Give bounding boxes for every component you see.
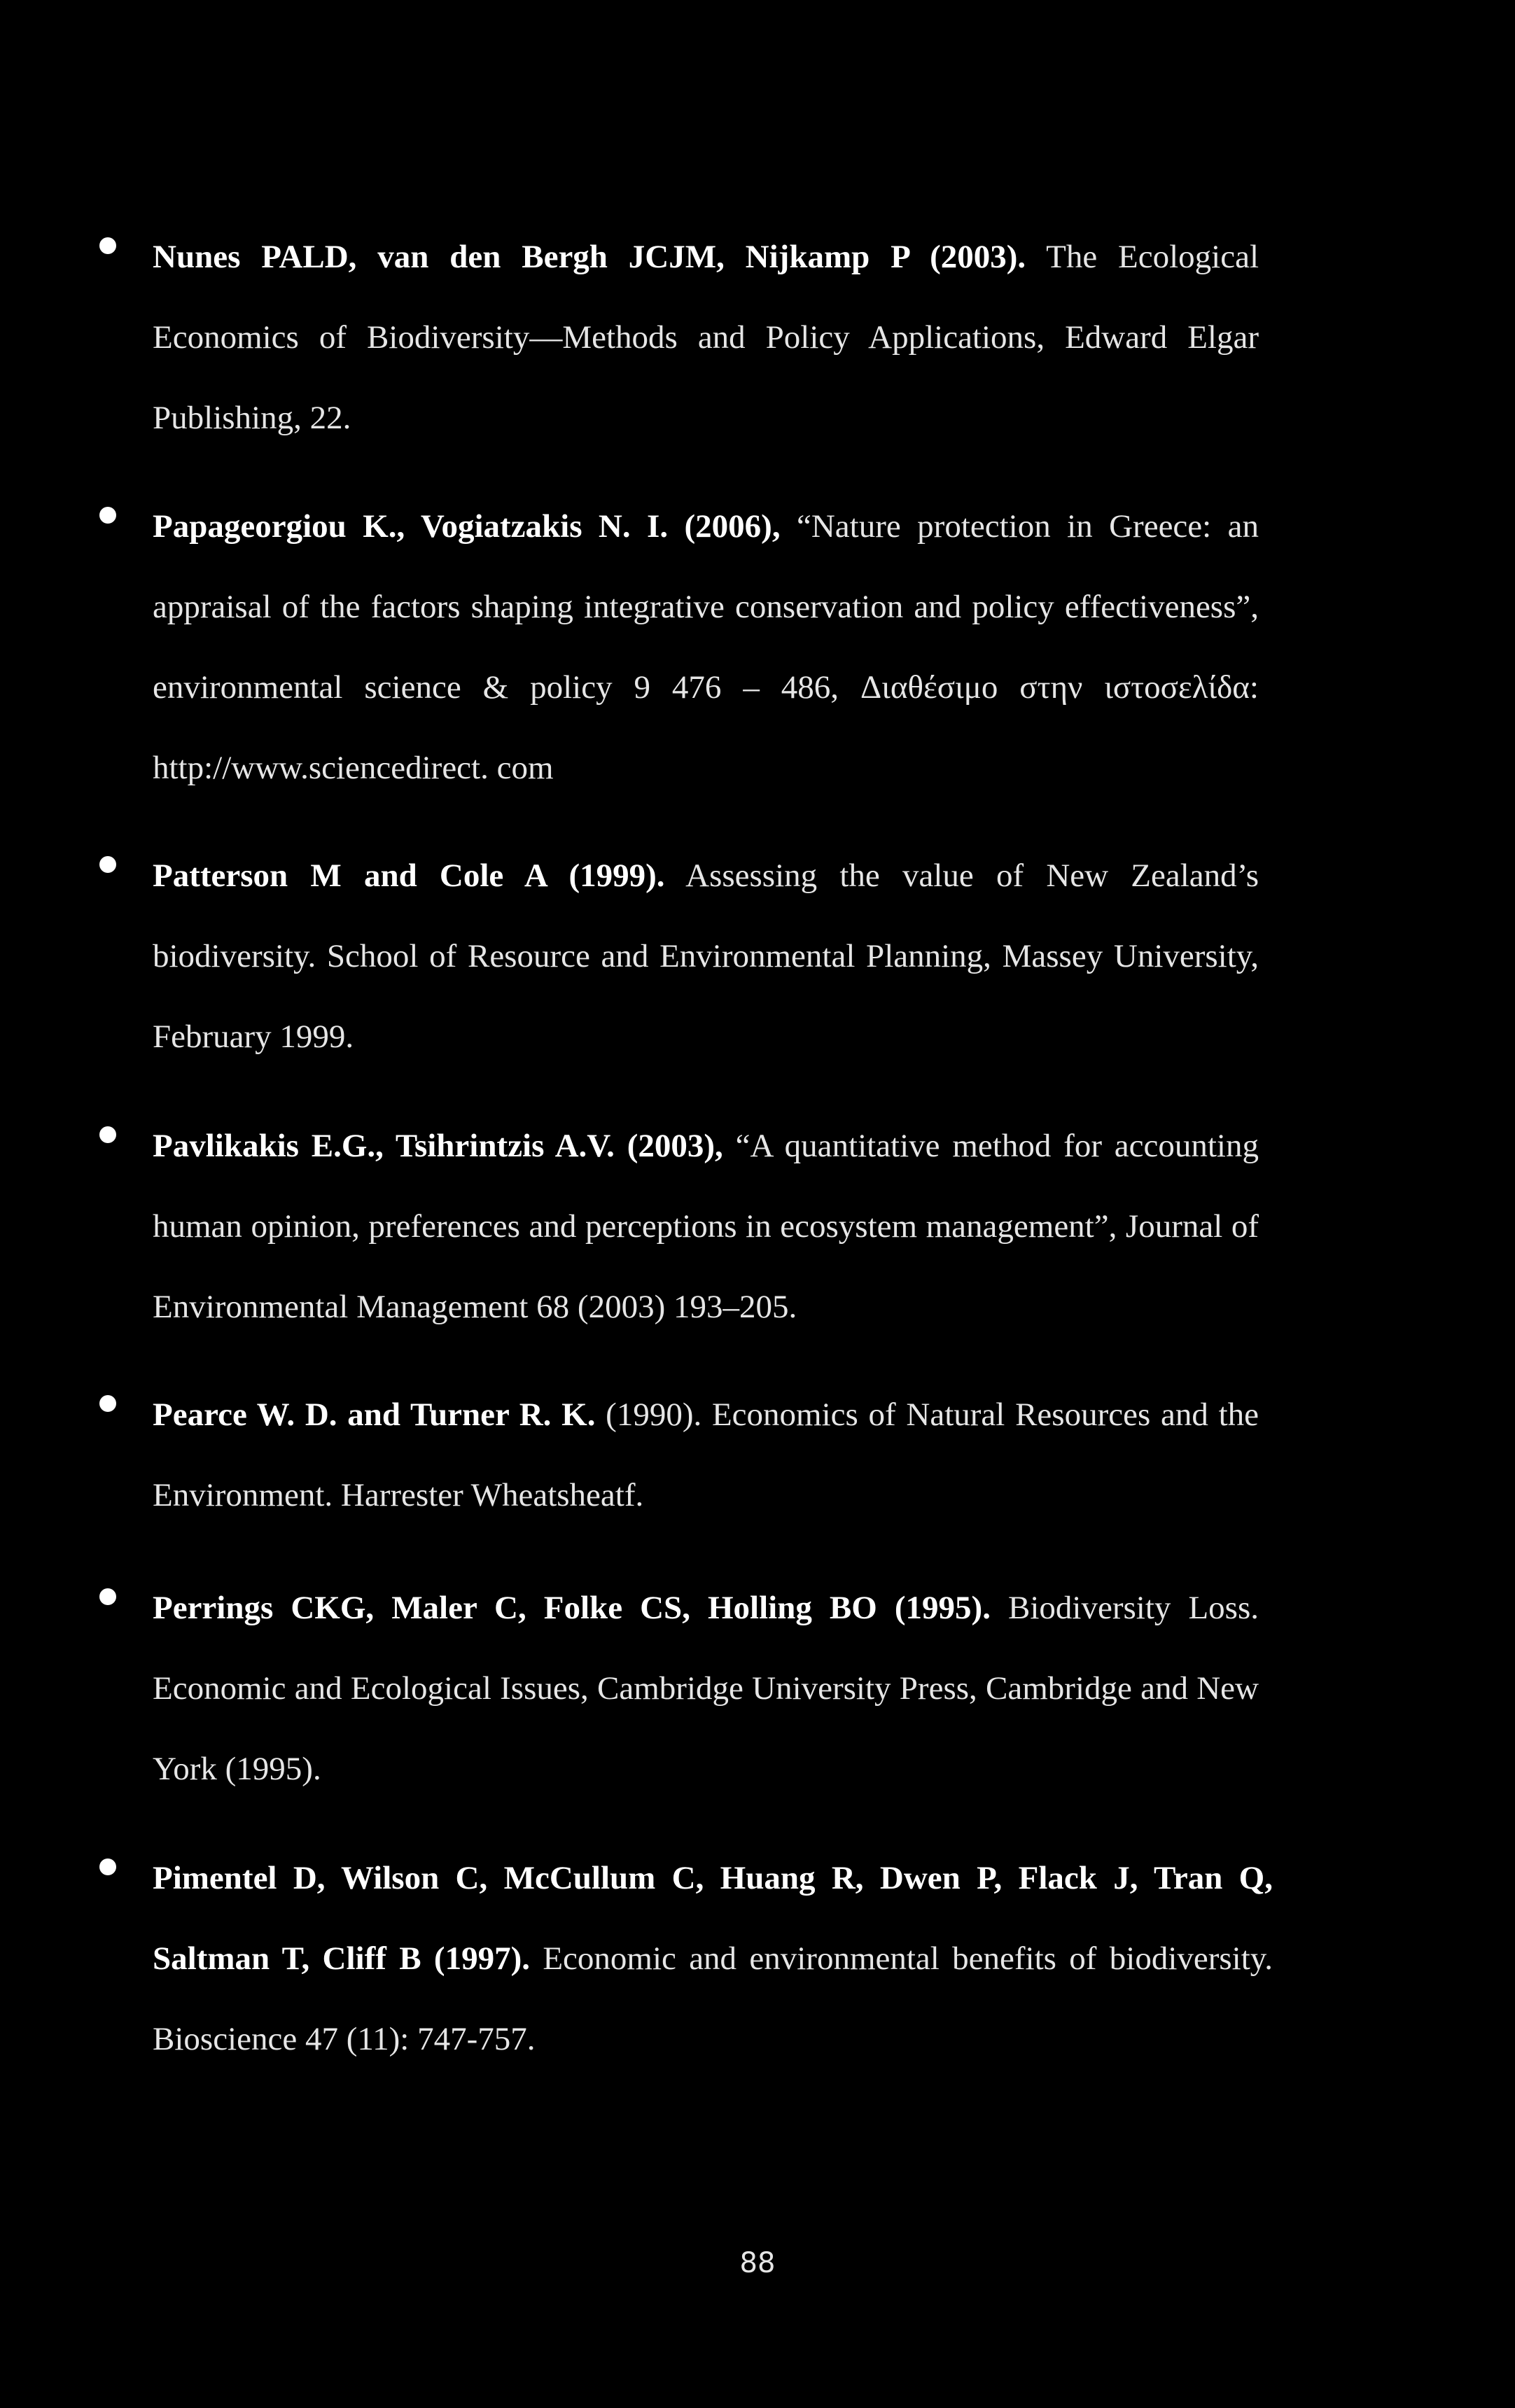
- bullet-icon: [99, 507, 116, 524]
- bullet-icon: [99, 1858, 116, 1875]
- page-number: 88: [739, 2247, 776, 2279]
- reference-details: Economic and environmental benefits of biodiversity. Bioscience 47 (11): 747-757.: [153, 1940, 1273, 2057]
- reference-details: “A quantitative method for accounting human opinion, preferences and perceptions in ecosystem management”, Journal of Environmental Management 68 (2003) 193–205.: [153, 1128, 1259, 1325]
- reference-authors: Pearce W. D. and Turner R. K.: [153, 1396, 596, 1433]
- reference-text: [153, 1375, 1259, 1536]
- bullet-icon: [99, 1395, 116, 1412]
- reference-authors: Papageorgiou K., Vogiatzakis N. I. (2006),: [153, 508, 781, 545]
- reference-details: (1990). Economics of Natural Resources and the Environment. Harrester Wheatsheatf.: [153, 1396, 1259, 1513]
- reference-text: [153, 217, 1259, 458]
- reference-text: [153, 1838, 1273, 2080]
- reference-details: Assessing the value of New Zealand’s biodiversity. School of Resource and Environmental Planning, Massey University, February 1999.: [153, 858, 1259, 1055]
- reference-authors: Pavlikakis E.G., Tsihrintzis A.V. (2003),: [153, 1128, 723, 1164]
- reference-authors: Nunes PALD, van den Bergh JCJM, Nijkamp P (2003).: [153, 239, 1026, 275]
- reference-text: [153, 1106, 1259, 1348]
- reference-authors: Perrings CKG, Maler C, Folke CS, Holling BO (1995).: [153, 1590, 991, 1626]
- bullet-icon: [99, 1588, 116, 1605]
- reference-details: “Nature protection in Greece: an appraisal of the factors shaping integrative conservation and policy effectiveness”, environmental science & policy 9 476 – 486, Διαθέσιμο στην ιστοσελίδα: http://www.sciencedirect. com: [153, 508, 1259, 786]
- reference-text: [153, 836, 1259, 1077]
- bullet-icon: [99, 856, 116, 873]
- reference-text: [153, 486, 1259, 808]
- reference-details: Biodiversity Loss. Economic and Ecological Issues, Cambridge University Press, Cambridge and New York (1995).: [153, 1590, 1259, 1787]
- bullet-icon: [99, 1126, 116, 1143]
- reference-authors: Pimentel D, Wilson C, McCullum C, Huang R, Dwen P, Flack J, Tran Q, Saltman T, Cliff B (1997).: [153, 1860, 1273, 1977]
- bullet-icon: [99, 237, 116, 254]
- reference-details: The Ecological Economics of Biodiversity—Methods and Policy Applications, Edward Elgar Publishing, 22.: [153, 239, 1259, 436]
- reference-authors: Patterson M and Cole A (1999).: [153, 858, 665, 894]
- reference-text: [153, 1568, 1259, 1809]
